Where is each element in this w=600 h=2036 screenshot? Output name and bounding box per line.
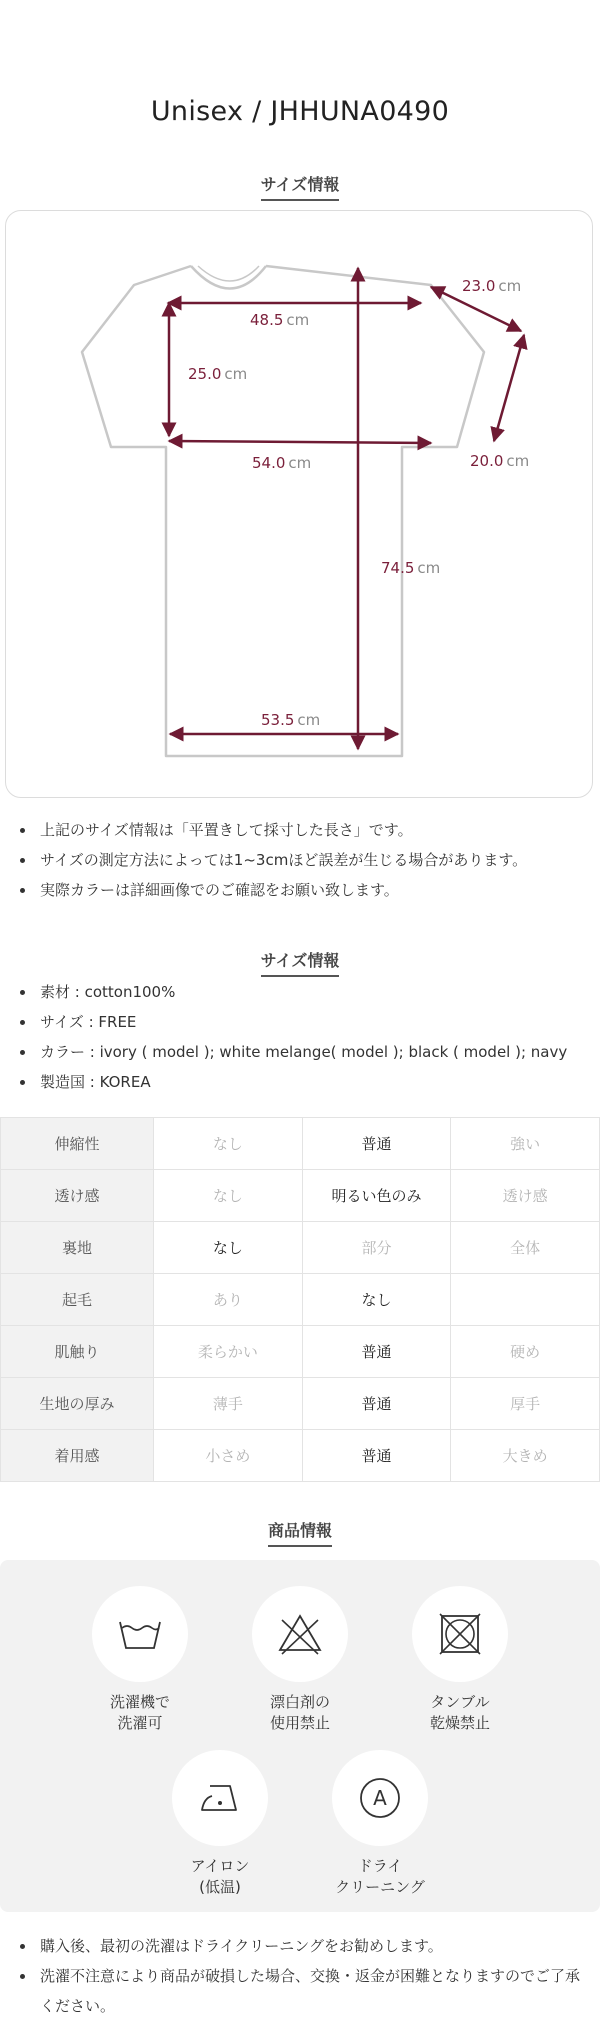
fabric-option: 部分 <box>302 1222 451 1274</box>
fabric-row-label: 裏地 <box>1 1222 154 1274</box>
fabric-row-label: 着用感 <box>1 1430 154 1482</box>
fabric-row <box>1 1222 600 1274</box>
sleeve-opening-line <box>494 335 524 441</box>
fabric-option: 硬め <box>451 1326 600 1378</box>
fabric-row-label: 肌触り <box>1 1326 154 1378</box>
fabric-option: 柔らかい <box>154 1326 303 1378</box>
care-item-tumble: タンブル 乾燥禁止 <box>390 1586 530 1734</box>
spec-item: 製造国 : KOREA <box>40 1067 590 1097</box>
fabric-option: なし <box>154 1118 303 1170</box>
fabric-row <box>1 1170 600 1222</box>
spec-item: 素材 : cotton100% <box>40 977 590 1007</box>
fabric-option: 明るい色のみ <box>302 1170 451 1222</box>
spec-item: サイズ : FREE <box>40 1007 590 1037</box>
note-item: 実際カラーは詳細画像でのご確認をお願い致します。 <box>40 875 590 905</box>
fabric-option: なし <box>302 1274 451 1326</box>
size-diagram <box>5 210 593 798</box>
fabric-option: 小さめ <box>154 1430 303 1482</box>
fabric-row <box>1 1378 600 1430</box>
washing-machine-icon <box>116 1614 164 1654</box>
care-note-item: 洗濯不注意により商品が破損した場合、交換・返金が困難となりますのでご了承ください。 <box>40 1961 590 2021</box>
sleeve-opening-label: 20.0 cm <box>470 452 530 470</box>
care-item-washing: 洗濯機で 洗濯可 <box>70 1586 210 1734</box>
size-info-heading: サイズ情報 <box>0 172 600 201</box>
product-spec-list <box>0 977 590 1097</box>
product-title: Unisex / JHHUNA0490 <box>150 96 450 127</box>
fabric-row-label: 伸縮性 <box>1 1118 154 1170</box>
fabric-option: 普通 <box>302 1378 451 1430</box>
product-info-heading: サイズ情報 <box>0 948 600 977</box>
spec-item: カラー : ivory ( model ); white melange( model ); black ( model ); navy <box>40 1037 590 1067</box>
fabric-option: 普通 <box>302 1118 451 1170</box>
svg-text:A: A <box>373 1786 387 1810</box>
no-bleach-icon <box>276 1612 324 1656</box>
fabric-option: なし <box>154 1222 303 1274</box>
note-item: 上記のサイズ情報は「平置きして採寸した長さ」です。 <box>40 815 590 845</box>
total-length-label: 74.5 cm <box>381 559 441 577</box>
fabric-option: 薄手 <box>154 1378 303 1430</box>
fabric-option: 強い <box>451 1118 600 1170</box>
fabric-option: あり <box>154 1274 303 1326</box>
care-heading: 商品情報 <box>0 1518 600 1547</box>
note-item: サイズの測定方法によっては1~3cmほど誤差が生じる場合があります。 <box>40 845 590 875</box>
fabric-option: 普通 <box>302 1430 451 1482</box>
hem-label: 53.5 cm <box>261 711 321 729</box>
size-notes <box>0 815 590 905</box>
care-item-iron: アイロン (低温) <box>150 1750 290 1898</box>
care-notes <box>0 1931 590 2021</box>
no-tumble-dry-icon <box>436 1610 484 1658</box>
care-note-item: 購入後、最初の洗濯はドライクリーニングをお勧めします。 <box>40 1931 590 1961</box>
fabric-row-label: 起毛 <box>1 1274 154 1326</box>
fabric-table <box>0 1117 600 1482</box>
fabric-row <box>1 1326 600 1378</box>
fabric-option <box>451 1274 600 1326</box>
armhole-label: 25.0 cm <box>188 365 248 383</box>
fabric-row <box>1 1118 600 1170</box>
chest-line <box>169 441 431 443</box>
fabric-row-label: 生地の厚み <box>1 1378 154 1430</box>
fabric-option: 大きめ <box>451 1430 600 1482</box>
fabric-option: なし <box>154 1170 303 1222</box>
chest-label: 54.0 cm <box>252 454 312 472</box>
iron-low-icon <box>196 1780 244 1816</box>
dry-clean-icon <box>356 1774 404 1822</box>
sleeve-length-label: 23.0 cm <box>462 277 522 295</box>
fabric-option: 全体 <box>451 1222 600 1274</box>
fabric-option: 厚手 <box>451 1378 600 1430</box>
care-panel <box>0 1560 600 1912</box>
shoulder-label: 48.5 cm <box>250 311 310 329</box>
fabric-option: 透け感 <box>451 1170 600 1222</box>
care-item-dryclean: A ドライ クリーニング <box>310 1750 450 1898</box>
fabric-option: 普通 <box>302 1326 451 1378</box>
tshirt-outline <box>82 266 484 756</box>
fabric-row-label: 透け感 <box>1 1170 154 1222</box>
care-item-bleach: 漂白剤の 使用禁止 <box>230 1586 370 1734</box>
fabric-row <box>1 1430 600 1482</box>
fabric-row <box>1 1274 600 1326</box>
